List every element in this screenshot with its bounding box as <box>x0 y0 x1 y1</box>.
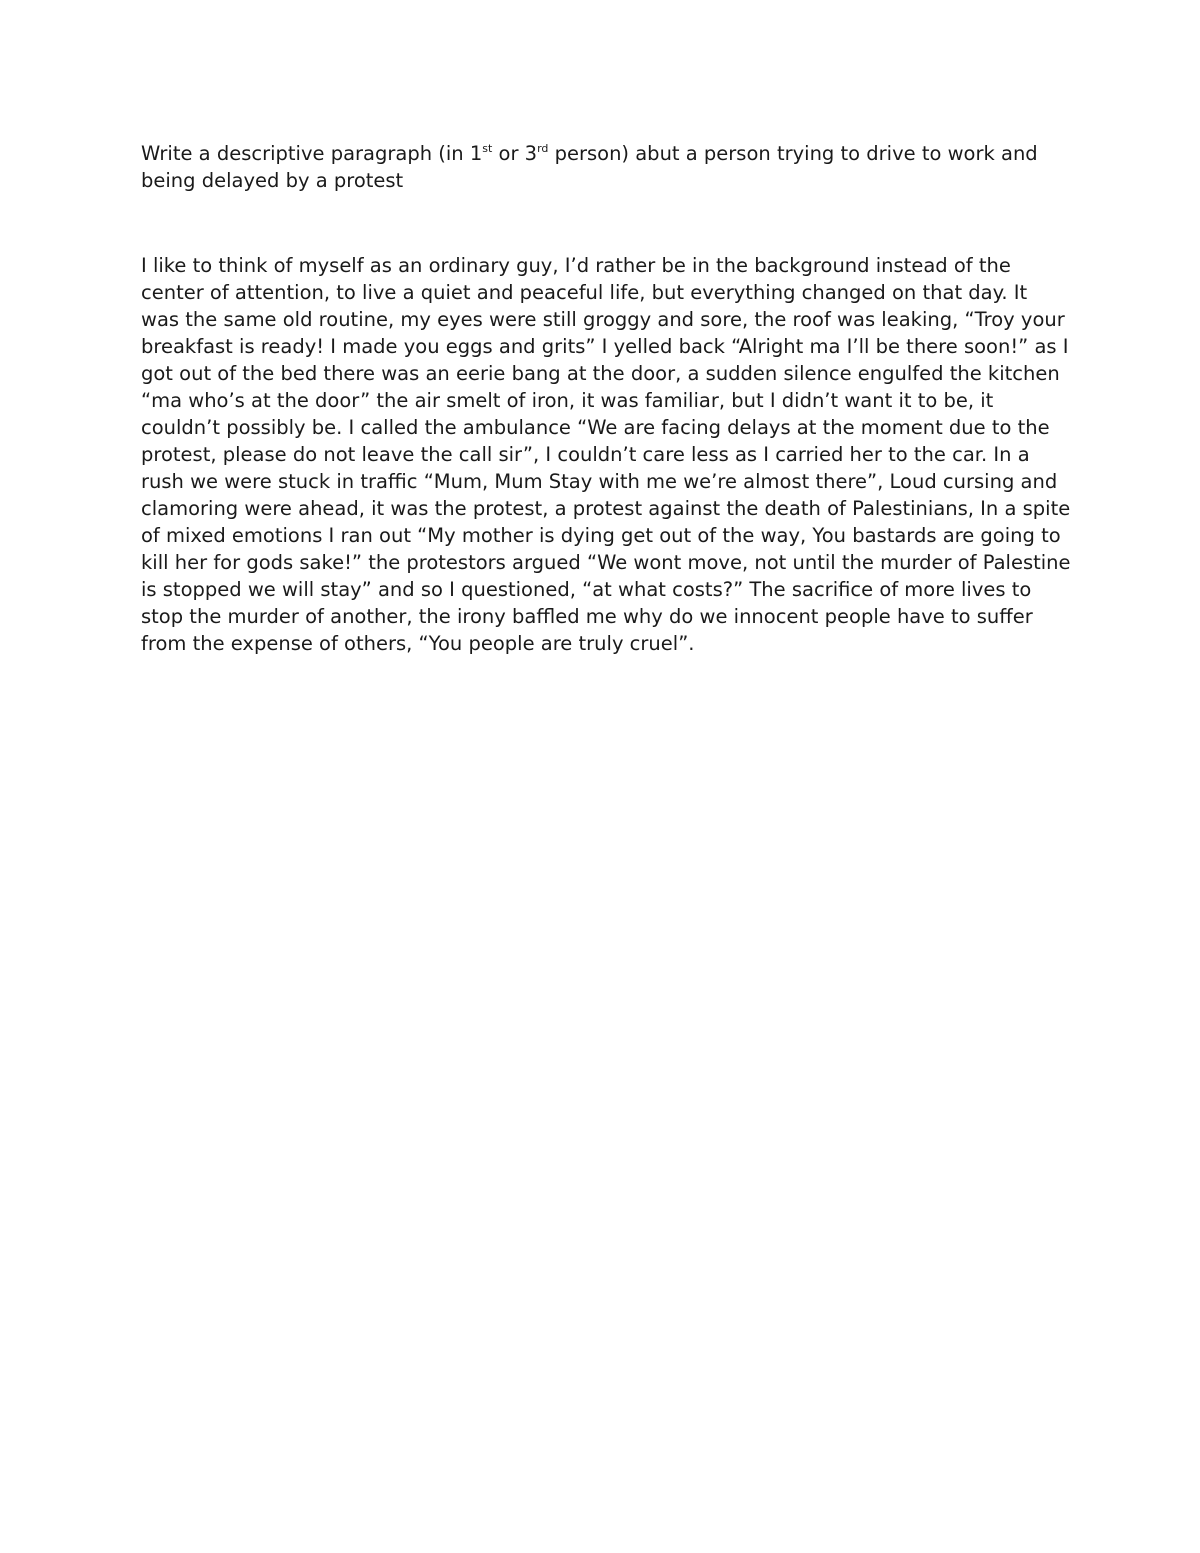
document-body <box>141 140 1071 657</box>
ordinal-suffix-first: st <box>482 141 493 155</box>
ordinal-suffix-third: rd <box>537 141 549 155</box>
assignment-prompt <box>141 140 1071 194</box>
prompt-text-part-1: Write a descriptive paragraph (in 1 <box>141 142 483 165</box>
prompt-text-part-3: person) abut a person trying to drive to work and being delayed by a protest <box>141 142 1038 192</box>
essay-paragraph: I like to think of myself as an ordinary guy, I’d rather be in the background instead of the center of attention, to live a quiet and peaceful life, but everything changed on that day. It was the same old routine, my eyes were still groggy and sore, the roof was leaking, “Troy your breakfast is ready! I made you eggs and grits” I yelled back “Alright ma I’ll be there soon!” as I got out of the bed there was an eerie bang at the door, a sudden silence engulfed the kitchen “ma who’s at the door” the air smelt of iron, it was familiar, but I didn’t want it to be, it couldn’t possibly be. I called the ambulance “We are facing delays at the moment due to the protest, please do not leave the call sir”, I couldn’t care less as I carried her to the car. In a rush we were stuck in traffic “Mum, Mum Stay with me we’re almost there”, Loud cursing and clamoring were ahead, it was the protest, a protest against the death of Palestinians, In a spite of mixed emotions I ran out “My mother is dying get out of the way, You bastards are going to kill her for gods sake!” the protestors argued “We wont move, not until the murder of Palestine is stopped we will stay” and so I questioned, “at what costs?” The sacrifice of more lives to stop the murder of another, the irony baffled me why do we innocent people have to suffer from the expense of others, “You people are truly cruel”. <box>141 254 1071 655</box>
prompt-text-part-2: or 3 <box>492 142 538 165</box>
